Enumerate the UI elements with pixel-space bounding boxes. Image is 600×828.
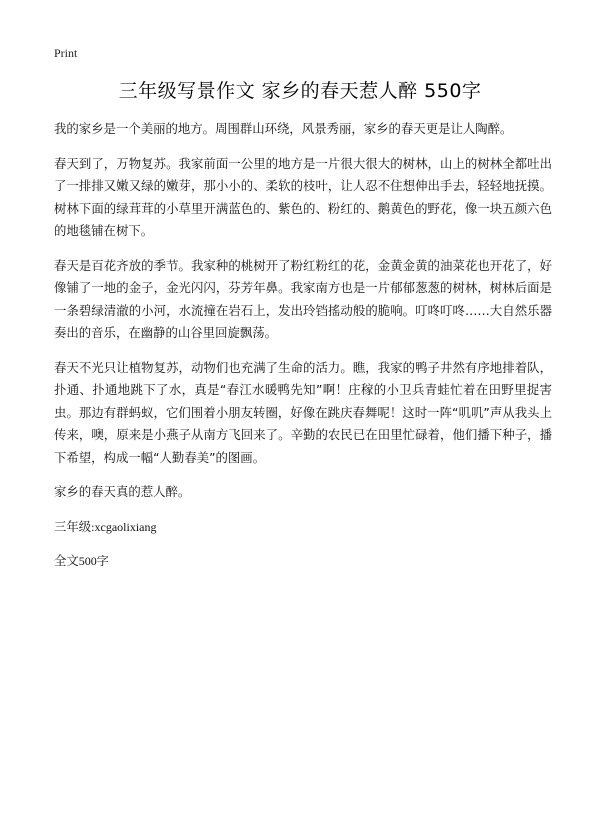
paragraph: 春天不光只让植物复苏，动物们也充满了生命的活力。瞧，我家的鸭子井然有序地排着队，扑通、扑通地跳下了水，真是“春江水暖鸭先知”啊！庄稼的小卫兵青蛙忙着在田野里捉害虫。那边有群蚂蚁，它们围着小朋友转圈，好像在跳庆春舞呢！这时一阵“叽叽”声从我头上传来，噢，原来是小燕子从南方飞回来了。辛勤的农民已在田里忙碌着，他们播下种子，播下希望，构成一幅“人勤春美”的图画。 — [54, 359, 552, 465]
word-count-value: 500字 — [78, 554, 109, 568]
article-title: 三年级写景作文 家乡的春天惹人醉 550字 — [118, 80, 482, 102]
grade-value: :xcgaolixiang — [91, 519, 157, 534]
grade-label: 三年级 — [54, 518, 92, 534]
paragraph: 春天是百花齐放的季节。我家种的桃树开了粉红粉红的花，金黄金黄的油菜花也开花了，好像铺了一地的金子，金光闪闪，芬芳年鼻。我家南方也是一片郁郁葱葱的树林，树林后面是一条碧绿清澈的小河，水流撞在岩石上，发出玲铛搖动般的脆响。叮咚叮咚……大自然乐器奏出的音乐，在幽静的山谷里回旋飘荡。 — [54, 257, 552, 340]
print-link[interactable]: Print — [54, 46, 78, 60]
paragraph: 春天到了，万物复苏。我家前面一公里的地方是一片很大很大的树林，山上的树林全都吐出了一排排又嫩又绿的嫩芽，那小小的、柔软的枝叶，让人忍不住想伸出手去，轻轻地抚摸。树林下面的绿茸茸的小草里开满蓝色的、紫色的、粉红的、鹅黄色的野花，像一块五颜六色的地毯铺在树下。 — [54, 155, 552, 238]
article-body — [54, 118, 552, 585]
word-count-label: 全文 — [54, 553, 79, 568]
word-count-line — [54, 550, 552, 573]
paragraph: 家乡的春天真的惹人醉。 — [54, 484, 191, 499]
grade-line — [54, 516, 552, 539]
paragraph: 我的家乡是一个美丽的地方。周围群山环绕，风景秀丽，家乡的春天更是让人陶醉。 — [54, 121, 513, 136]
